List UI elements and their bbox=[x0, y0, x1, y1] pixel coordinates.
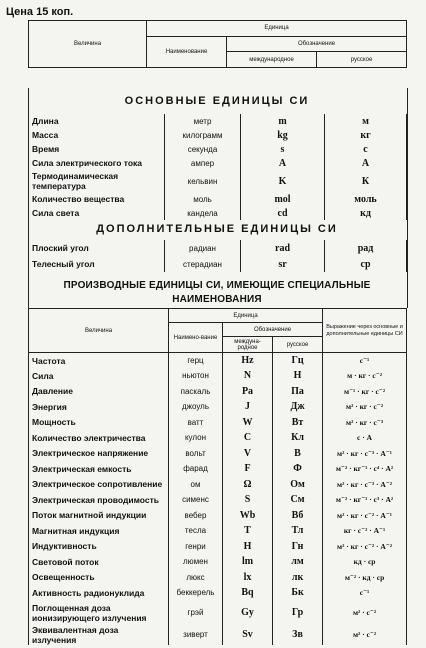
quantity-cell: Эквивалентная доза излучения bbox=[29, 625, 169, 645]
quantity-cell: Световой поток bbox=[29, 554, 169, 570]
unit-name-cell: сименс bbox=[169, 492, 223, 508]
rus-symbol-cell: рад bbox=[325, 240, 407, 256]
table-row bbox=[29, 142, 407, 156]
expression-cell: м · кг · с⁻² bbox=[323, 368, 407, 384]
table-row bbox=[29, 399, 407, 415]
rus-symbol-cell: Гн bbox=[273, 539, 323, 555]
rus-symbol-cell: В bbox=[273, 446, 323, 462]
intl-symbol-cell: Wb bbox=[223, 508, 273, 524]
unit-name-cell: кулон bbox=[169, 430, 223, 446]
table-row bbox=[29, 256, 407, 272]
quantity-cell: Частота bbox=[29, 353, 169, 369]
rus-symbol-cell: лк bbox=[273, 570, 323, 586]
rus-symbol-cell: Ф bbox=[273, 461, 323, 477]
unit-name-cell: вебер bbox=[169, 508, 223, 524]
rus-symbol-cell: Дж bbox=[273, 399, 323, 415]
intl-symbol-cell: cd bbox=[241, 206, 325, 220]
rus-symbol-cell: Гр bbox=[273, 601, 323, 625]
derived-header-quantity: Величина bbox=[29, 309, 169, 353]
header-quantity: Величина bbox=[29, 21, 147, 68]
unit-name-cell: ом bbox=[169, 477, 223, 493]
unit-name-cell: моль bbox=[165, 192, 241, 206]
rus-symbol-cell: кг bbox=[325, 128, 407, 142]
intl-symbol-cell: Bq bbox=[223, 585, 273, 601]
intl-symbol-cell: lm bbox=[223, 554, 273, 570]
unit-name-cell: ньютон bbox=[169, 368, 223, 384]
base-units-table bbox=[28, 114, 407, 220]
intl-symbol-cell: N bbox=[223, 368, 273, 384]
table-row bbox=[29, 492, 407, 508]
table-row bbox=[29, 446, 407, 462]
rus-symbol-cell: Па bbox=[273, 384, 323, 400]
expression-cell: м² · кг · с⁻² · А⁻¹ bbox=[323, 508, 407, 524]
unit-name-cell: кельвин bbox=[165, 170, 241, 192]
unit-name-cell: джоуль bbox=[169, 399, 223, 415]
unit-name-cell: люкс bbox=[169, 570, 223, 586]
rus-symbol-cell: лм bbox=[273, 554, 323, 570]
derived-header-unit-name: Наимено-вание bbox=[169, 323, 223, 353]
quantity-cell: Время bbox=[29, 142, 165, 156]
derived-header-unit: Единица bbox=[169, 309, 323, 323]
expression-cell: м⁻¹ · кг · с⁻² bbox=[323, 384, 407, 400]
expression-cell: кд · ср bbox=[323, 554, 407, 570]
expression-cell: с · А bbox=[323, 430, 407, 446]
table-row bbox=[29, 508, 407, 524]
supp-units-table bbox=[28, 240, 407, 272]
quantity-cell: Энергия bbox=[29, 399, 169, 415]
rus-symbol-cell: Гц bbox=[273, 353, 323, 369]
base-units-header bbox=[28, 20, 407, 68]
price-label: Цена 15 коп. bbox=[6, 6, 74, 18]
rus-symbol-cell: Ом bbox=[273, 477, 323, 493]
derived-header-international: междуна-родное bbox=[223, 337, 273, 353]
table-row bbox=[29, 114, 407, 128]
rus-symbol-cell: К bbox=[325, 170, 407, 192]
derived-units-table bbox=[28, 308, 407, 645]
expression-cell: м² · с⁻² bbox=[323, 601, 407, 625]
rus-symbol-cell: ср bbox=[325, 256, 407, 272]
unit-name-cell: фарад bbox=[169, 461, 223, 477]
expression-cell: м⁻² · кг⁻¹ · с⁴ · А² bbox=[323, 461, 407, 477]
intl-symbol-cell: W bbox=[223, 415, 273, 431]
rus-symbol-cell: Вб bbox=[273, 508, 323, 524]
rus-symbol-cell: Вт bbox=[273, 415, 323, 431]
unit-name-cell: стерадиан bbox=[165, 256, 241, 272]
intl-symbol-cell: sr bbox=[241, 256, 325, 272]
intl-symbol-cell: m bbox=[241, 114, 325, 128]
intl-symbol-cell: T bbox=[223, 523, 273, 539]
quantity-cell: Поглощенная доза ионизирующего излучения bbox=[29, 601, 169, 625]
expression-cell: с⁻¹ bbox=[323, 353, 407, 369]
header-international: международное bbox=[227, 52, 317, 68]
intl-symbol-cell: lx bbox=[223, 570, 273, 586]
unit-name-cell: вольт bbox=[169, 446, 223, 462]
expression-cell: м² · кг · с⁻³ · А⁻¹ bbox=[323, 446, 407, 462]
rus-symbol-cell: Н bbox=[273, 368, 323, 384]
unit-name-cell: зиверт bbox=[169, 625, 223, 645]
table-row bbox=[29, 353, 407, 369]
unit-name-cell: килограмм bbox=[165, 128, 241, 142]
base-units-title: ОСНОВНЫЕ ЕДИНИЦЫ СИ bbox=[124, 95, 310, 107]
table-row bbox=[29, 585, 407, 601]
unit-name-cell: ампер bbox=[165, 156, 241, 170]
expression-cell: м² · кг · с⁻² bbox=[323, 399, 407, 415]
table-row bbox=[29, 461, 407, 477]
intl-symbol-cell: Hz bbox=[223, 353, 273, 369]
quantity-cell: Термодинамическая температура bbox=[29, 170, 165, 192]
quantity-cell: Активность радионуклида bbox=[29, 585, 169, 601]
quantity-cell: Количество электричества bbox=[29, 430, 169, 446]
header-russian: русское bbox=[317, 52, 407, 68]
expression-cell: кг · с⁻² · А⁻¹ bbox=[323, 523, 407, 539]
intl-symbol-cell: mol bbox=[241, 192, 325, 206]
intl-symbol-cell: S bbox=[223, 492, 273, 508]
rus-symbol-cell: с bbox=[325, 142, 407, 156]
quantity-cell: Индуктивность bbox=[29, 539, 169, 555]
table-row bbox=[29, 415, 407, 431]
table-row bbox=[29, 384, 407, 400]
unit-name-cell: кандела bbox=[165, 206, 241, 220]
intl-symbol-cell: kg bbox=[241, 128, 325, 142]
header-unit: Единица bbox=[147, 21, 407, 37]
rus-symbol-cell: кд bbox=[325, 206, 407, 220]
intl-symbol-cell: K bbox=[241, 170, 325, 192]
unit-name-cell: генри bbox=[169, 539, 223, 555]
rus-symbol-cell: Бк bbox=[273, 585, 323, 601]
expression-cell: м² · кг · с⁻² · А⁻² bbox=[323, 539, 407, 555]
table-row bbox=[29, 240, 407, 256]
unit-name-cell: секунда bbox=[165, 142, 241, 156]
quantity-cell: Длина bbox=[29, 114, 165, 128]
supp-units-title: ДОПОЛНИТЕЛЬНЫЕ ЕДИНИЦЫ СИ bbox=[96, 223, 338, 235]
derived-units-title-1: ПРОИЗВОДНЫЕ ЕДИНИЦЫ СИ, ИМЕЮЩИЕ СПЕЦИАЛЬНЫЕ bbox=[63, 280, 371, 291]
table-row bbox=[29, 368, 407, 384]
rus-symbol-cell: Кл bbox=[273, 430, 323, 446]
table-row bbox=[29, 539, 407, 555]
table-row bbox=[29, 625, 407, 645]
quantity-cell: Электрическое напряжение bbox=[29, 446, 169, 462]
header-designation: Обозначение bbox=[227, 36, 407, 52]
table-row bbox=[29, 192, 407, 206]
quantity-cell: Масса bbox=[29, 128, 165, 142]
intl-symbol-cell: Sv bbox=[223, 625, 273, 645]
quantity-cell: Освещенность bbox=[29, 570, 169, 586]
intl-symbol-cell: J bbox=[223, 399, 273, 415]
intl-symbol-cell: H bbox=[223, 539, 273, 555]
expression-cell: м² · кг · с⁻³ bbox=[323, 415, 407, 431]
quantity-cell: Поток магнитной индукции bbox=[29, 508, 169, 524]
derived-header-expression: Выражение через основные и дополнительные единицы СИ bbox=[323, 309, 407, 353]
intl-symbol-cell: rad bbox=[241, 240, 325, 256]
unit-name-cell: тесла bbox=[169, 523, 223, 539]
unit-name-cell: беккерель bbox=[169, 585, 223, 601]
quantity-cell: Сила bbox=[29, 368, 169, 384]
expression-cell: с⁻¹ bbox=[323, 585, 407, 601]
intl-symbol-cell: C bbox=[223, 430, 273, 446]
table-row bbox=[29, 128, 407, 142]
derived-header-designation: Обозначение bbox=[223, 323, 323, 337]
intl-symbol-cell: Pa bbox=[223, 384, 273, 400]
rus-symbol-cell: А bbox=[325, 156, 407, 170]
quantity-cell: Электрическая емкость bbox=[29, 461, 169, 477]
derived-units-title-2: НАИМЕНОВАНИЯ bbox=[172, 294, 262, 305]
quantity-cell: Количество вещества bbox=[29, 192, 165, 206]
unit-name-cell: люмен bbox=[169, 554, 223, 570]
unit-name-cell: грэй bbox=[169, 601, 223, 625]
table-row bbox=[29, 554, 407, 570]
quantity-cell: Магнитная индукция bbox=[29, 523, 169, 539]
quantity-cell: Сила электрического тока bbox=[29, 156, 165, 170]
unit-name-cell: герц bbox=[169, 353, 223, 369]
table-row bbox=[29, 430, 407, 446]
table-row bbox=[29, 570, 407, 586]
table-row bbox=[29, 523, 407, 539]
header-unit-name: Наименование bbox=[147, 36, 227, 67]
rus-symbol-cell: Тл bbox=[273, 523, 323, 539]
table-row bbox=[29, 170, 407, 192]
expression-cell: м⁻² · кг⁻¹ · с³ · А² bbox=[323, 492, 407, 508]
expression-cell: м⁻² · кд · ср bbox=[323, 570, 407, 586]
intl-symbol-cell: Ω bbox=[223, 477, 273, 493]
derived-header-russian: русское bbox=[273, 337, 323, 353]
intl-symbol-cell: F bbox=[223, 461, 273, 477]
quantity-cell: Мощность bbox=[29, 415, 169, 431]
quantity-cell: Давление bbox=[29, 384, 169, 400]
table-row bbox=[29, 477, 407, 493]
rus-symbol-cell: См bbox=[273, 492, 323, 508]
quantity-cell: Электрическое сопротивление bbox=[29, 477, 169, 493]
intl-symbol-cell: s bbox=[241, 142, 325, 156]
unit-name-cell: метр bbox=[165, 114, 241, 128]
table-row bbox=[29, 156, 407, 170]
rus-symbol-cell: моль bbox=[325, 192, 407, 206]
intl-symbol-cell: V bbox=[223, 446, 273, 462]
rus-symbol-cell: м bbox=[325, 114, 407, 128]
rus-symbol-cell: Зв bbox=[273, 625, 323, 645]
quantity-cell: Плоский угол bbox=[29, 240, 165, 256]
quantity-cell: Электрическая проводимость bbox=[29, 492, 169, 508]
quantity-cell: Телесный угол bbox=[29, 256, 165, 272]
quantity-cell: Сила света bbox=[29, 206, 165, 220]
expression-cell: м² · с⁻² bbox=[323, 625, 407, 645]
expression-cell: м² · кг · с⁻³ · А⁻² bbox=[323, 477, 407, 493]
table-row bbox=[29, 601, 407, 625]
intl-symbol-cell: Gy bbox=[223, 601, 273, 625]
unit-name-cell: паскаль bbox=[169, 384, 223, 400]
unit-name-cell: ватт bbox=[169, 415, 223, 431]
unit-name-cell: радиан bbox=[165, 240, 241, 256]
intl-symbol-cell: A bbox=[241, 156, 325, 170]
